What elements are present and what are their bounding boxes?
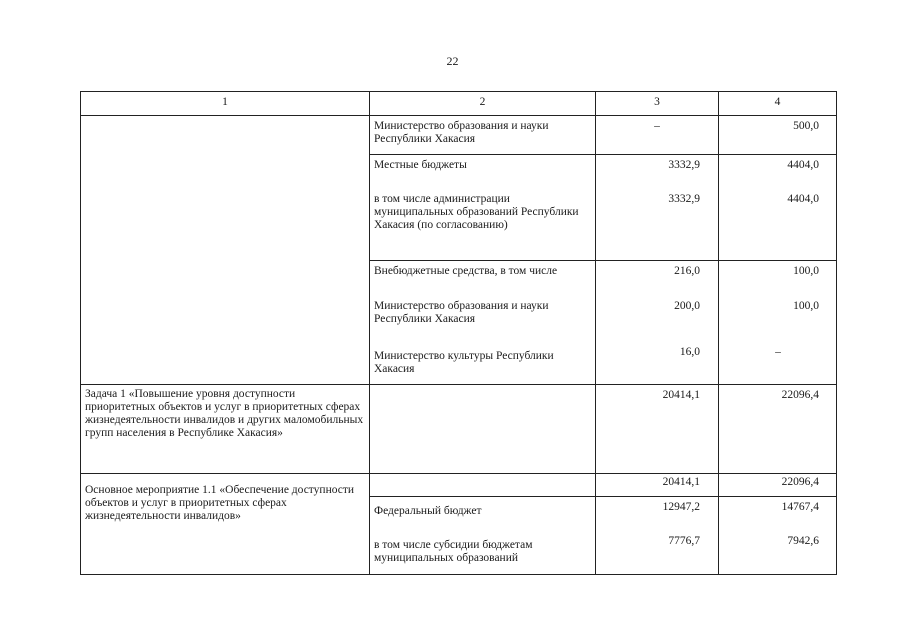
value-cell-col4: 22096,4 [719, 385, 837, 474]
page-number: 22 [446, 54, 459, 68]
header-col-4: 4 [719, 91, 837, 116]
value-cell-col4: 14767,4 7942,6 [719, 497, 837, 575]
value-cell-col4: 500,0 [719, 116, 837, 155]
value-cell-col4: 100,0 100,0 – [719, 261, 837, 385]
source-line: Министерство культуры Республики Хакасия [374, 350, 554, 375]
value-cell-col3: 216,0 200,0 16,0 [596, 261, 719, 385]
value-cell-col3: 3332,9 3332,9 [596, 155, 719, 261]
value-cell-col3: 12947,2 7776,7 [596, 497, 719, 575]
source-cell [370, 385, 596, 474]
source-cell: Министерство образования и науки Республики Хакасия [370, 116, 596, 155]
source-cell [370, 155, 596, 261]
value-cell-col4: 22096,4 [719, 474, 837, 497]
header-col-3: 3 [596, 91, 719, 116]
value-cell-col3: – [596, 116, 719, 155]
header-col-1: 1 [80, 91, 370, 116]
source-cell [370, 261, 596, 385]
source-line: Местные бюджеты [374, 159, 467, 171]
task-name: Задача 1 «Повышение уровня доступности приоритетных объектов и услуг в приоритетных сферах жизнедеятельности инвалидов и других маломобильных групп населения в Республике Хакасия» [80, 385, 370, 474]
measure-name: Основное мероприятие 1.1 «Обеспечение доступности объектов и услуг в приоритетных сферах жизнедеятельности инвалидов» [80, 474, 370, 575]
value-cell-col3: 20414,1 [596, 385, 719, 474]
value-cell-col3: 20414,1 [596, 474, 719, 497]
source-line: в том числе субсидии бюджетам муниципальных образований [374, 539, 533, 564]
header-col-2: 2 [370, 91, 596, 116]
budget-table [80, 91, 837, 575]
source-line: Федеральный бюджет [374, 505, 482, 517]
continuation-cell [80, 116, 370, 385]
source-cell [370, 497, 596, 575]
source-cell [370, 474, 596, 497]
value-cell-col4: 4404,0 4404,0 [719, 155, 837, 261]
source-line: в том числе администрации муниципальных образований Республики Хакасия (по согласованию) [374, 193, 579, 231]
source-line: Внебюджетные средства, в том числе [374, 265, 558, 277]
source-line: Министерство образования и науки Республики Хакасия [374, 300, 549, 325]
